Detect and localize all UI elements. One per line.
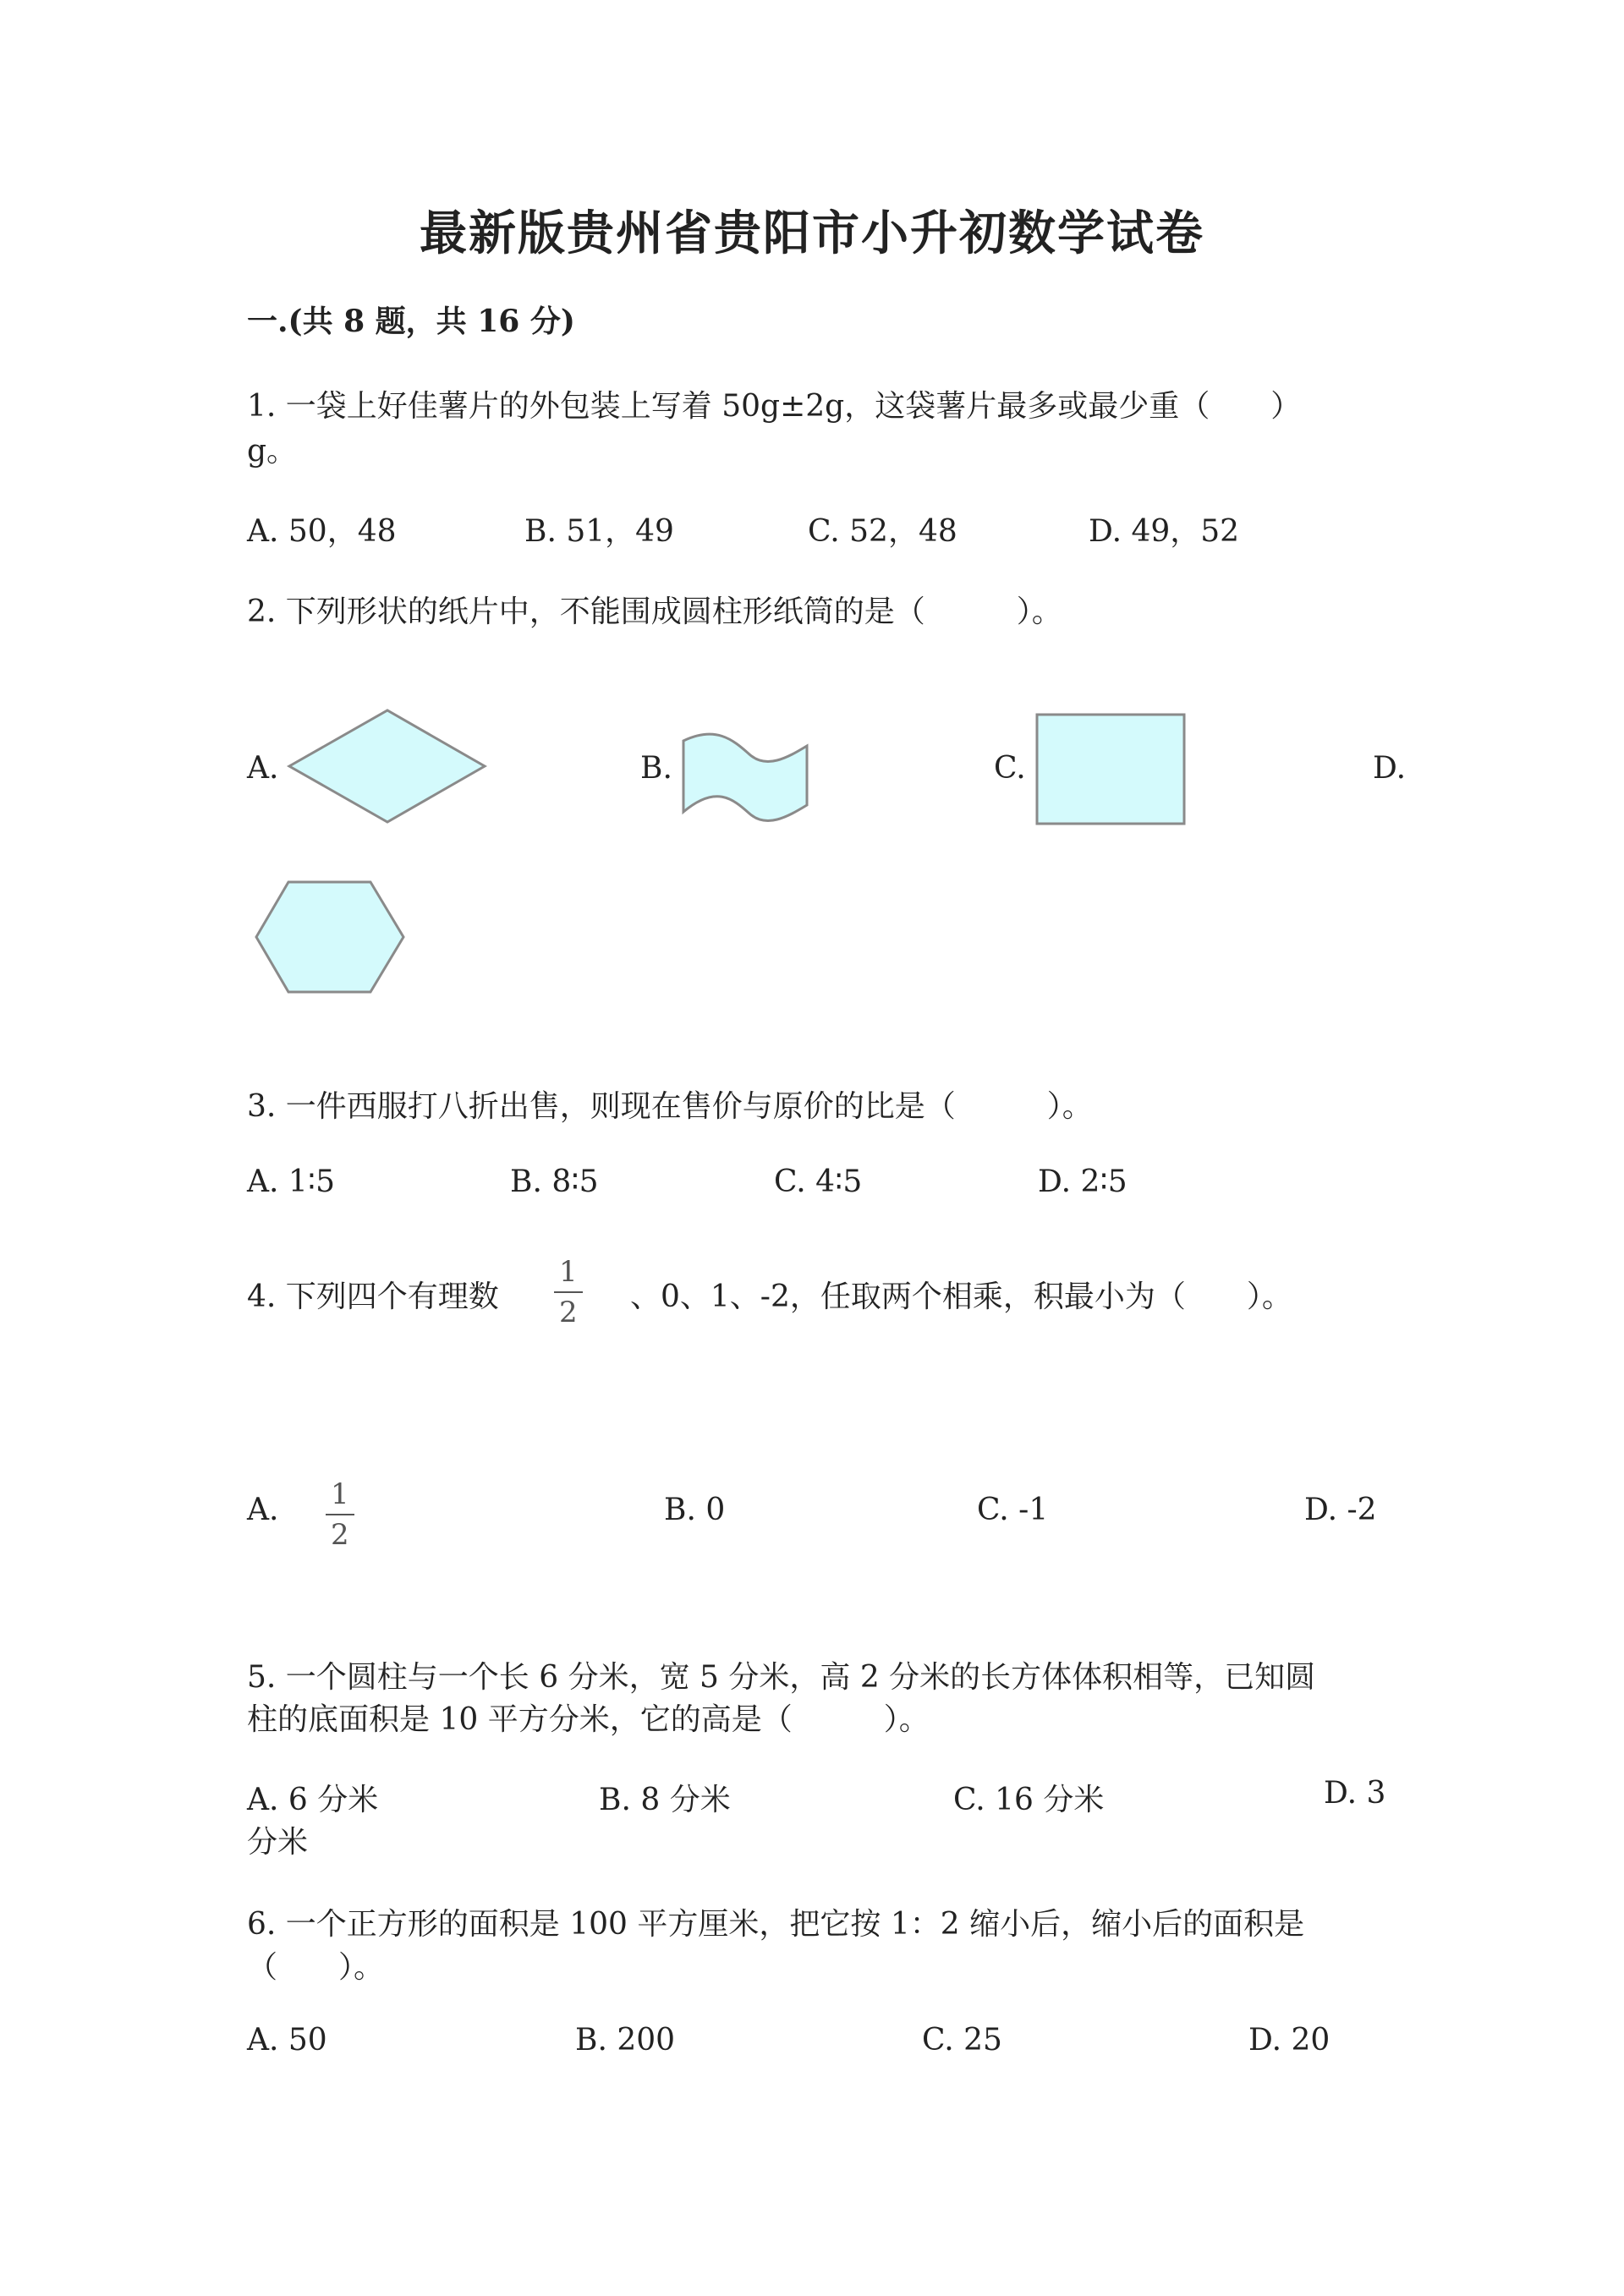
- question-1-line2: g。: [247, 434, 298, 469]
- hexagon-shape: [254, 879, 406, 995]
- q5-option-d: D. 3: [1324, 1776, 1386, 1811]
- q3-option-a: A. 1∶5: [247, 1164, 336, 1199]
- question-1-line1: 1. 一袋上好佳薯片的外包装上写着 50g±2g，这袋薯片最多或最少重（ ）: [247, 389, 1302, 424]
- question-5-line1: 5. 一个圆柱与一个长 6 分米，宽 5 分米，高 2 分米的长方体体积相等，已知圆: [247, 1660, 1316, 1695]
- q4-option-a-numerator: 1: [331, 1477, 349, 1511]
- q1-option-c: C. 52，48: [808, 514, 957, 549]
- question-4-text-after: 、0、1、-2，任取两个相乘，积最小为（ ）。: [630, 1280, 1292, 1314]
- q4-option-a-label: A.: [247, 1493, 279, 1527]
- q3-option-d: D. 2∶5: [1038, 1164, 1127, 1199]
- q3-option-b: B. 8∶5: [510, 1164, 599, 1199]
- question-6-line2: （ ）。: [247, 1950, 385, 1985]
- q4-option-a-denominator: 2: [326, 1514, 354, 1549]
- q2-label-b: B.: [640, 751, 672, 786]
- q2-label-a: A.: [247, 751, 279, 786]
- q4-fraction: [554, 1255, 583, 1329]
- q2-label-c: C.: [994, 751, 1026, 786]
- rectangle-shape: [1035, 713, 1186, 825]
- q5-option-b: B. 8 分米: [599, 1783, 731, 1817]
- section-heading: 一.(共 8 题，共 16 分): [247, 304, 575, 339]
- q2-label-d: D.: [1373, 751, 1407, 786]
- question-2-text: 2. 下列形状的纸片中，不能围成圆柱形纸筒的是（ ）。: [247, 595, 1062, 629]
- q6-option-b: B. 200: [575, 2023, 676, 2058]
- q1-option-b: B. 51，49: [524, 514, 674, 549]
- question-3-text: 3. 一件西服打八折出售，则现在售价与原价的比是（ ）。: [247, 1089, 1093, 1124]
- q4-option-b: B. 0: [664, 1493, 726, 1527]
- question-4-text-before: 4. 下列四个有理数: [247, 1280, 499, 1314]
- q5-option-a: A. 6 分米: [247, 1783, 379, 1817]
- q6-option-c: C. 25: [922, 2023, 1002, 2058]
- question-5-line2: 柱的底面积是 10 平方分米，它的高是（ ）。: [247, 1702, 930, 1737]
- q6-option-d: D. 20: [1248, 2023, 1330, 2058]
- q4-fraction-numerator: 1: [559, 1255, 578, 1289]
- q5-option-c: C. 16 分米: [953, 1783, 1105, 1817]
- q4-option-a-fraction: [326, 1477, 354, 1552]
- q6-option-a: A. 50: [247, 2023, 327, 2058]
- q4-option-c: C. -1: [977, 1493, 1049, 1527]
- q4-option-d: D. -2: [1304, 1493, 1377, 1527]
- q1-option-a: A. 50，48: [247, 514, 397, 549]
- rhombus-shape: [288, 709, 486, 824]
- q5-option-d-wrap: 分米: [247, 1825, 309, 1860]
- wavy-rectangle-shape: [682, 729, 809, 822]
- q3-option-c: C. 4∶5: [774, 1164, 863, 1199]
- q1-option-d: D. 49，52: [1089, 514, 1240, 549]
- page-title: 最新版贵州省贵阳市小升初数学试卷: [420, 205, 1204, 261]
- question-6-line1: 6. 一个正方形的面积是 100 平方厘米，把它按 1：2 缩小后，缩小后的面积是: [247, 1907, 1305, 1942]
- q4-fraction-denominator: 2: [554, 1291, 583, 1327]
